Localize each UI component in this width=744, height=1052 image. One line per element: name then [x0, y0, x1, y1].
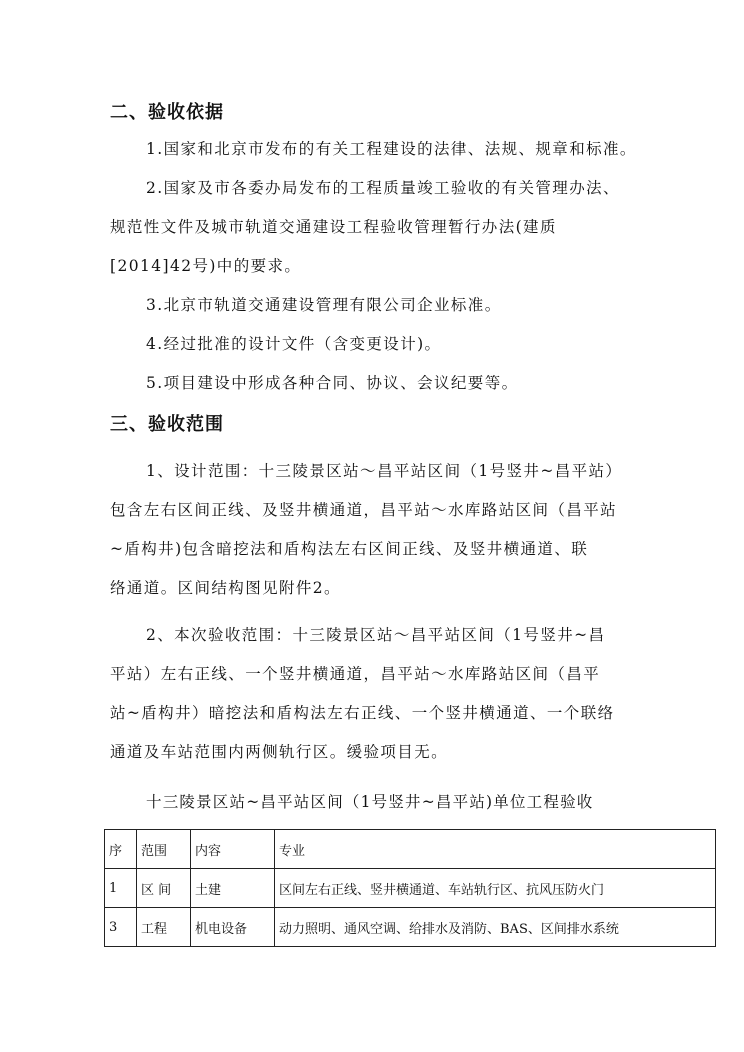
basis-item-2-cont: 规范性文件及城市轨道交通建设工程验收管理暂行办法(建质 [110, 218, 557, 236]
table-cell: 机电设备 [191, 908, 275, 947]
table-row [105, 908, 716, 947]
scope-para2-line1: 2、本次验收范围：十三陵景区站～昌平站区间（1号竖井~昌 [146, 626, 606, 644]
scope-para2-line4: 通道及车站范围内两侧轨行区。缓验项目无。 [110, 743, 449, 761]
basis-item-5: 5.项目建设中形成各种合同、协议、会议纪要等。 [146, 374, 519, 392]
table-header-row [105, 830, 716, 869]
scope-para1-line2: 包含左右区间正线、及竖井横通道，昌平站～水库路站区间（昌平站 [110, 501, 618, 519]
basis-item-2: 2.国家及市各委办局发布的工程质量竣工验收的有关管理办法、 [146, 179, 620, 197]
basis-item-1: 1.国家和北京市发布的有关工程建设的法律、法规、规章和标准。 [146, 140, 637, 158]
header-cell: 范围 [137, 830, 191, 869]
table-cell: 工程 [137, 908, 191, 947]
basis-item-3: 3.北京市轨道交通建设管理有限公司企业标准。 [146, 296, 502, 314]
basis-item-4: 4.经过批准的设计文件（含变更设计)。 [146, 335, 442, 353]
header-cell: 专业 [275, 830, 716, 869]
header-cell: 内容 [191, 830, 275, 869]
scope-para1-line4: 络通道。区间结构图见附件2。 [110, 579, 341, 597]
header-cell: 序 [105, 830, 137, 869]
section2-title: 二、验收依据 [110, 102, 224, 123]
scope-para1-line3: ~盾构井)包含暗挖法和盾构法左右区间正线、及竖井横通道、联 [110, 540, 589, 558]
table-row [105, 869, 716, 908]
acceptance-table [104, 829, 716, 947]
table-caption: 十三陵景区站~昌平站区间（1号竖井~昌平站)单位工程验收 [146, 793, 594, 811]
table-cell: 1 [105, 869, 137, 908]
table-cell: 区间左右正线、竖井横通道、车站轨行区、抗风压防火门 [275, 869, 716, 908]
scope-para1-line1: 1、设计范围：十三陵景区站～昌平站区间（1号竖井~昌平站） [146, 462, 623, 480]
section3-title: 三、验收范围 [110, 414, 224, 435]
scope-para2-line2: 平站）左右正线、一个竖井横通道，昌平站～水库路站区间（昌平 [110, 665, 601, 683]
table-cell: 土建 [191, 869, 275, 908]
table-cell: 动力照明、通风空调、给排水及消防、BAS、区间排水系统 [275, 908, 716, 947]
table-cell: 3 [105, 908, 137, 947]
scope-para2-line3: 站~盾构井）暗挖法和盾构法左右正线、一个竖井横通道、一个联络 [110, 704, 615, 722]
table-cell: 区 间 [137, 869, 191, 908]
basis-item-2-end: [2014]42号)中的要求。 [110, 257, 302, 275]
